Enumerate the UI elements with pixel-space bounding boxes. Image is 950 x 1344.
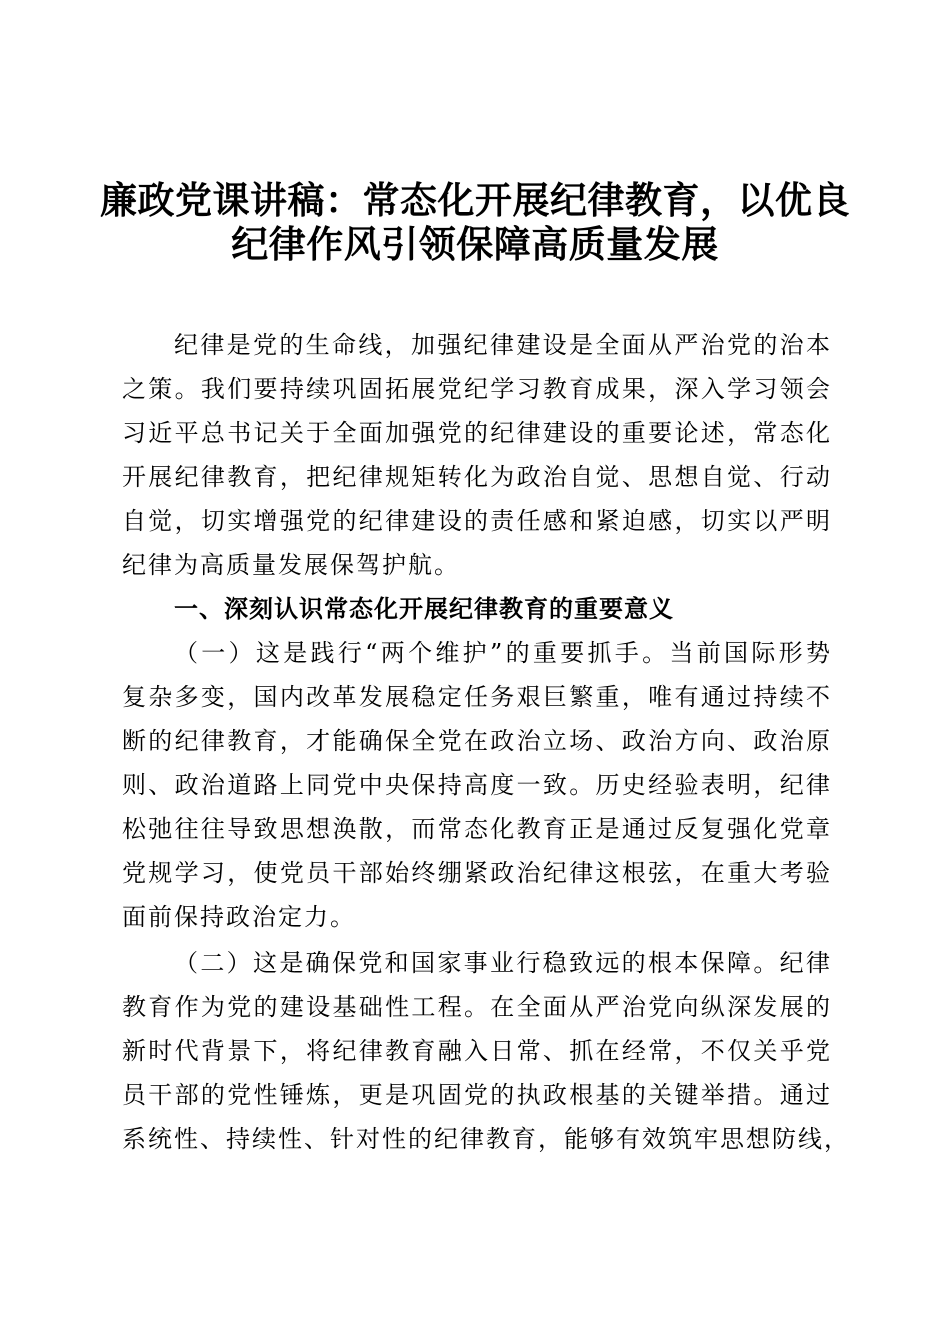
text-line: （二）这是确保党和国家事业行稳致远的根本保障。纪律 [174,949,832,977]
text-line: 断的纪律教育，才能确保全党在政治立场、政治方向、政治原 [122,727,832,755]
text-line: 之策。我们要持续巩固拓展党纪学习教育成果，深入学习领会 [122,375,832,403]
text-line: （一）这是践行“两个维护”的重要抓手。当前国际形势 [174,639,832,667]
text-line: 习近平总书记关于全面加强党的纪律建设的重要论述，常态化 [122,419,832,447]
text-line: 纪律是党的生命线，加强纪律建设是全面从严治党的治本 [174,331,832,359]
subsection-1-paragraph [122,631,832,939]
text-line: 系统性、持续性、针对性的纪律教育，能够有效筑牢思想防线， [122,1125,850,1153]
text-line: 纪律为高质量发展保驾护航。 [122,551,460,579]
text-line: 面前保持政治定力。 [122,903,356,931]
document-title-line-2: 纪律作风引领保障高质量发展 [231,222,719,266]
text-line: 教育作为党的建设基础性工程。在全面从严治党向纵深发展的 [122,993,832,1021]
intro-paragraph [122,323,832,587]
text-line: 开展纪律教育，把纪律规矩转化为政治自觉、思想自觉、行动 [122,463,832,491]
text-line: 党规学习，使党员干部始终绷紧政治纪律这根弦，在重大考验 [122,859,832,887]
subsection-2-paragraph [122,941,850,1161]
section-heading: 一、深刻认识常态化开展纪律教育的重要意义 [174,595,674,623]
text-line: 新时代背景下，将纪律教育融入日常、抓在经常，不仅关乎党 [122,1037,832,1065]
text-line: 则、政治道路上同党中央保持高度一致。历史经验表明，纪律 [122,771,832,799]
text-line: 自觉，切实增强党的纪律建设的责任感和紧迫感，切实以严明 [122,507,832,535]
text-line: 员干部的党性锤炼，更是巩固党的执政根基的关键举措。通过 [122,1081,832,1109]
text-line: 复杂多变，国内改革发展稳定任务艰巨繁重，唯有通过持续不 [122,683,832,711]
document-title-line-1: 廉政党课讲稿：常态化开展纪律教育，以优良 [100,178,850,222]
text-line: 松弛往往导致思想涣散，而常态化教育正是通过反复强化党章 [122,815,832,843]
